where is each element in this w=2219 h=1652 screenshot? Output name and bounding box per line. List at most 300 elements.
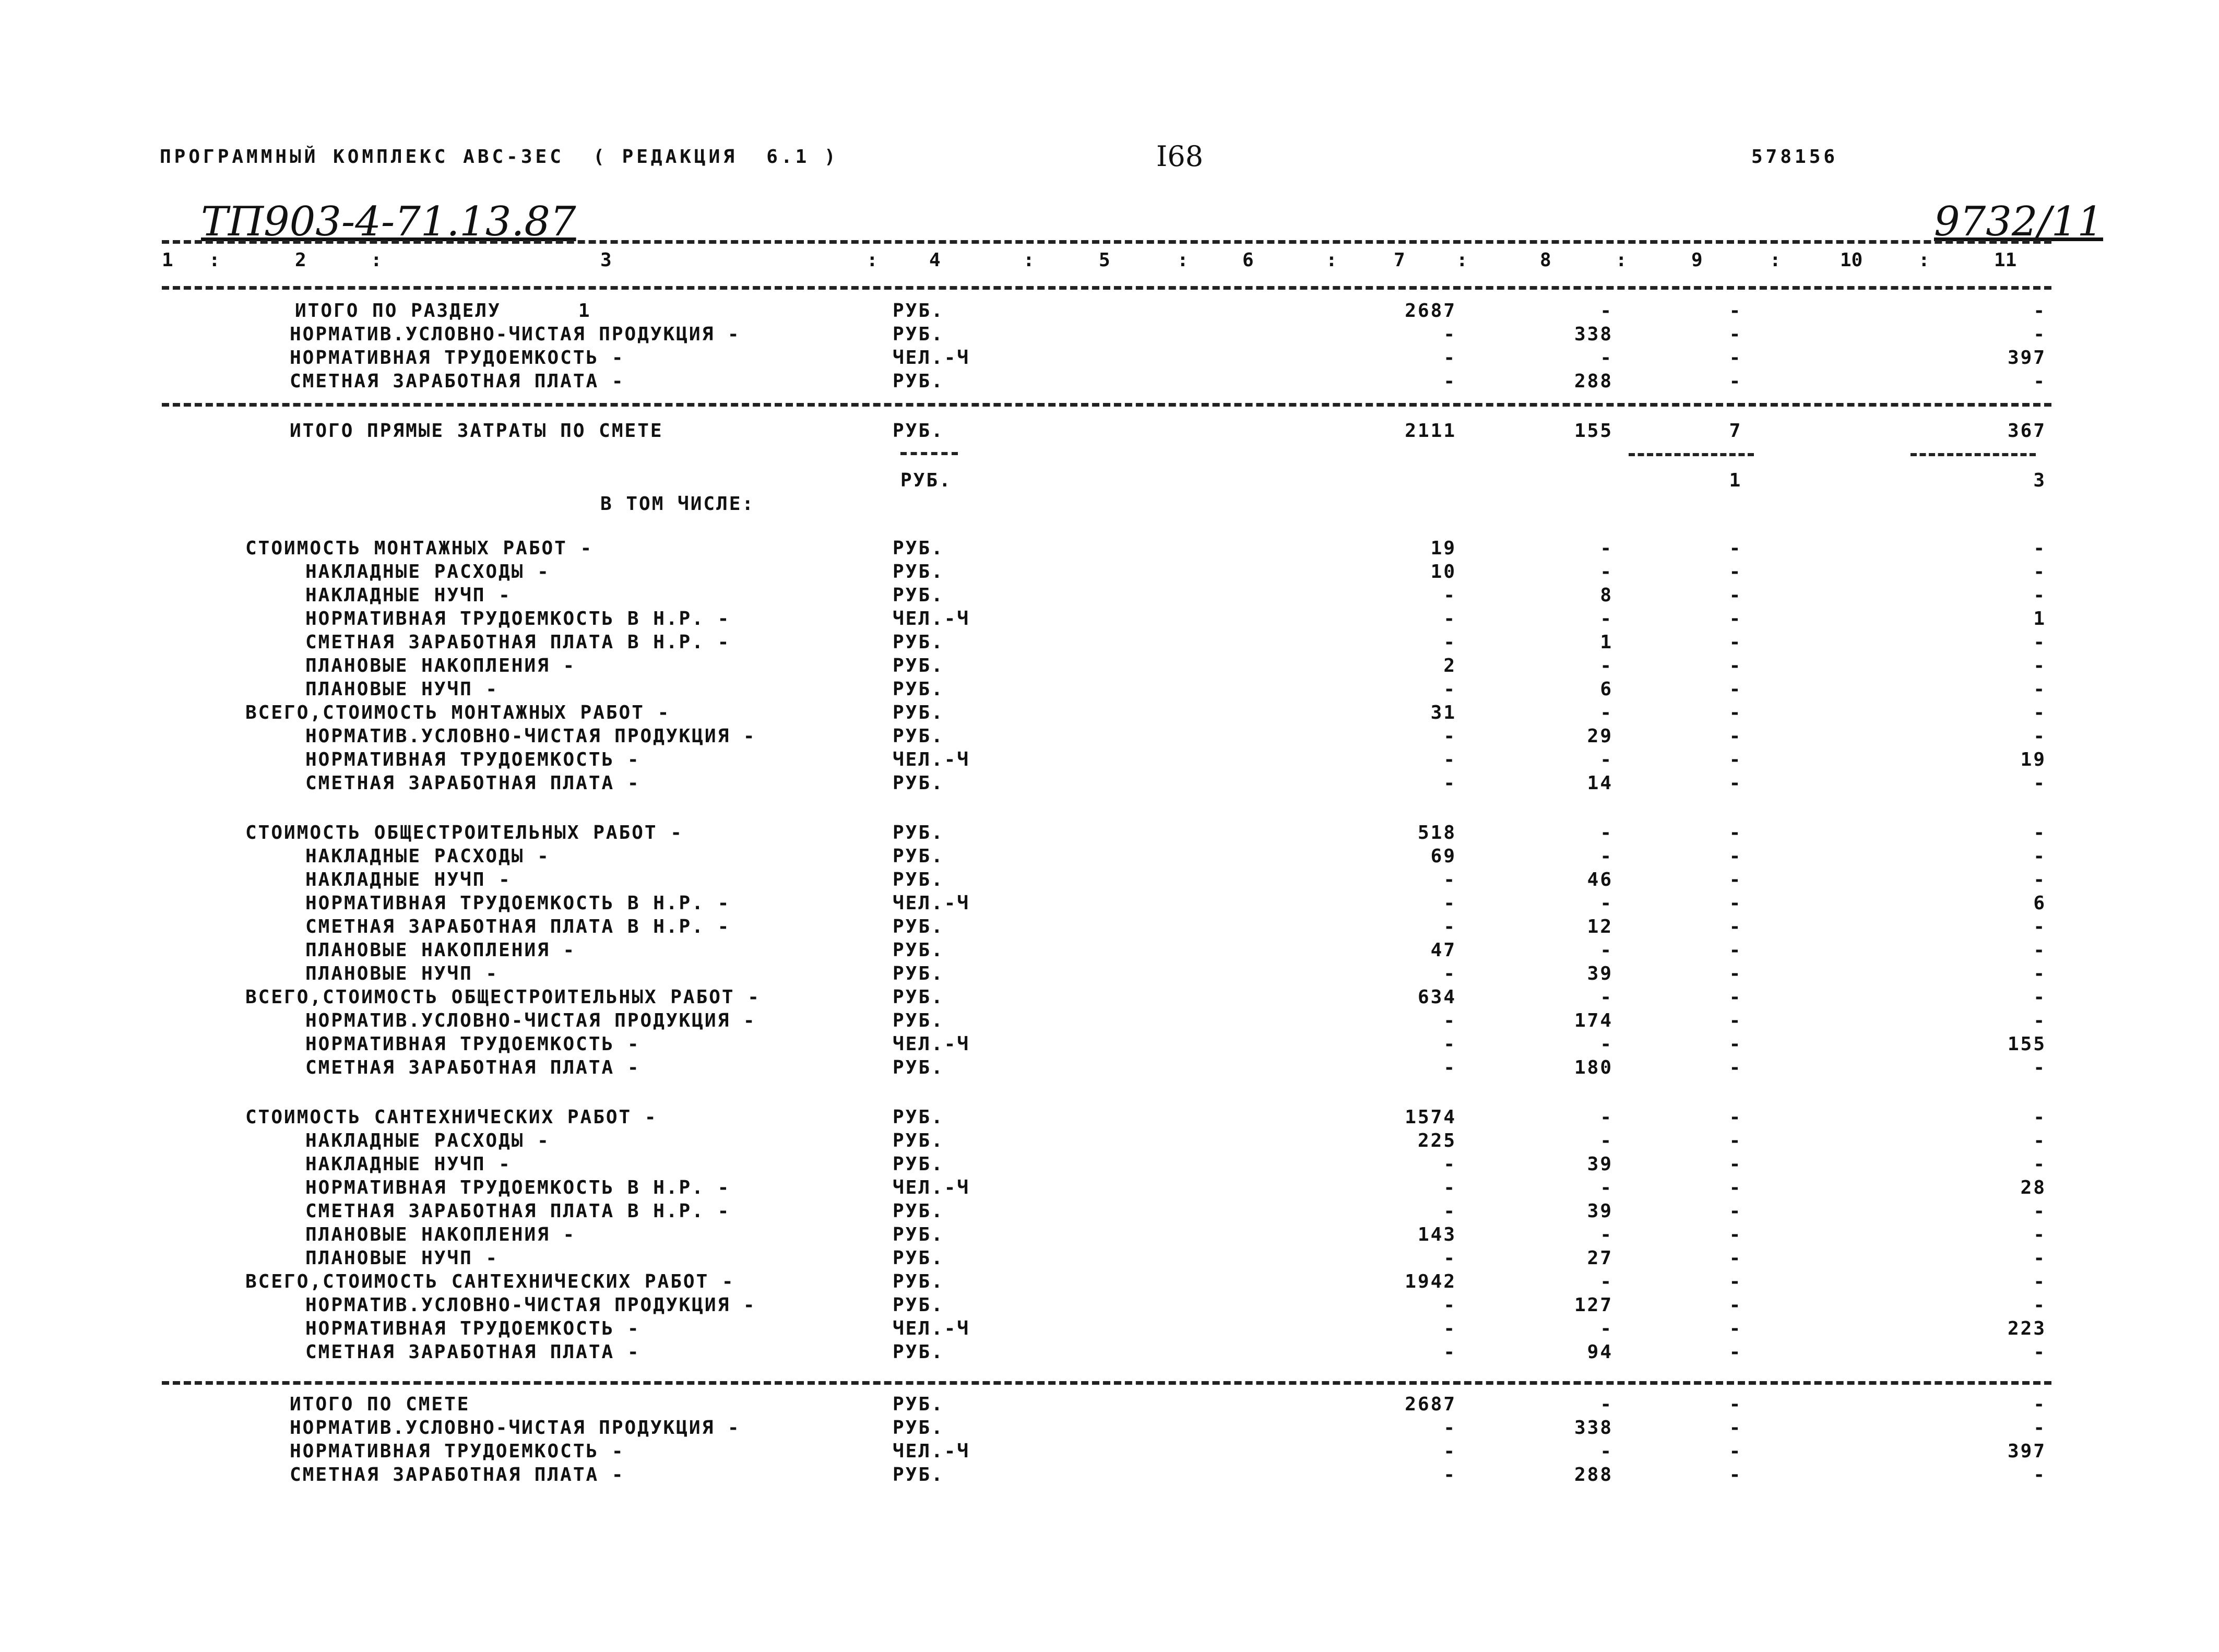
cell-col11: - [2033,1057,2046,1078]
cell-col7: - [1443,1341,1456,1363]
cell-col11: 6 [2033,893,2046,914]
cell-col9: - [1729,869,1742,890]
table-row [0,1177,2219,1200]
table-row [0,1318,2219,1341]
table-row [0,1341,2219,1364]
table-row [0,655,2219,678]
cell-col7: - [1443,1417,1456,1439]
table-row [0,702,2219,725]
cell-col9: - [1729,940,1742,961]
cell-col8: 46 [1587,869,1613,890]
table-row [0,772,2219,795]
row-unit: РУБ. [893,585,944,606]
row-label: ВСЕГО,СТОИМОСТЬ МОНТАЖНЫХ РАБОТ - [245,702,671,723]
row-unit: РУБ. [893,963,944,984]
cell-col7: - [1443,772,1456,794]
cell-col9: 7 [1729,420,1742,442]
column-number-row [0,249,2219,281]
cell-col9: - [1729,1271,1742,1292]
row-unit: РУБ. [893,726,944,747]
cell-col8: - [1600,1177,1613,1198]
cell-col11: 1 [2033,608,2046,629]
cell-col8: 94 [1587,1341,1613,1363]
table-row [0,1271,2219,1294]
cell-col9: - [1729,1010,1742,1031]
cell-col11: - [2033,679,2046,700]
table-row [0,726,2219,748]
cell-col9: - [1729,1341,1742,1363]
row-unit: РУБ. [893,324,944,345]
table-row [0,679,2219,702]
row-label: ПЛАНОВЫЕ НУЧП - [305,963,499,984]
row-unit: РУБ. [893,1057,944,1078]
cell-col8: - [1600,1394,1613,1415]
cell-col9: - [1729,1177,1742,1198]
row-label: ВСЕГО,СТОИМОСТЬ САНТЕХНИЧЕСКИХ РАБОТ - [245,1271,735,1292]
cell-col9: - [1729,893,1742,914]
cell-col7: 2 [1443,655,1456,676]
handwritten-project-number: ТП903-4-71.13.87 [201,198,576,245]
table-row [0,869,2219,892]
row-label: СТОИМОСТЬ САНТЕХНИЧЕСКИХ РАБОТ - [245,1107,658,1128]
section-divider-2 [162,1381,2051,1385]
table-row [0,1130,2219,1153]
column-separator: : [371,249,382,271]
cell-col9: - [1729,608,1742,629]
cell-col7: - [1443,1441,1456,1462]
cell-col8: - [1600,702,1613,723]
row-unit: ЧЕЛ.-Ч [893,347,970,369]
row-unit: ЧЕЛ.-Ч [893,608,970,629]
cell-col11: - [2033,1341,2046,1363]
cell-col9: - [1729,1318,1742,1339]
column-separator: : [1918,249,1930,271]
table-row [0,1107,2219,1130]
cell-col11: - [2033,1107,2046,1128]
row-unit: РУБ. [893,1010,944,1031]
column-number: 2 [295,249,306,271]
cell-col11: 223 [2007,1318,2046,1339]
column-separator: : [1770,249,1781,271]
cell-col9: - [1729,1201,1742,1222]
row-label: НАКЛАДНЫЕ НУЧП - [305,585,512,606]
cell-col7: - [1443,1177,1456,1198]
cell-col11: - [2033,324,2046,345]
cell-col9: - [1729,538,1742,559]
cell-col11: - [2033,869,2046,890]
row-unit: РУБ. [893,1107,944,1128]
cell-col11: 397 [2007,1441,2046,1462]
cell-col11: - [2033,1464,2046,1485]
column-separator: : [867,249,878,271]
row-label: ИТОГО ПРЯМЫЕ ЗАТРАТЫ ПО СМЕТЕ [290,420,663,442]
column-separator: : [1616,249,1627,271]
row-unit: РУБ. [893,869,944,890]
cell-col7: - [1443,749,1456,770]
cell-col7: 225 [1417,1130,1456,1151]
table-row [0,371,2219,394]
cell-col7: - [1443,1057,1456,1078]
cell-col7: - [1443,371,1456,392]
row-label: ПЛАНОВЫЕ НАКОПЛЕНИЯ - [305,655,576,676]
row-label: НОРМАТИВНАЯ ТРУДОЕМКОСТЬ В Н.Р. - [305,893,731,914]
cell-col7: - [1443,869,1456,890]
row-unit: РУБ. [893,1247,944,1269]
row-label: СМЕТНАЯ ЗАРАБОТНАЯ ПЛАТА - [305,1341,640,1363]
row-unit: РУБ. [893,1417,944,1439]
cell-col8: 12 [1587,916,1613,937]
cell-col9: - [1729,655,1742,676]
cell-col8: 29 [1587,726,1613,747]
cell-col9: - [1729,1294,1742,1316]
document-code: 578156 [1751,146,1838,168]
row-label: НОРМАТИВ.УСЛОВНО-ЧИСТАЯ ПРОДУКЦИЯ - [290,1417,741,1439]
table-row [0,1294,2219,1317]
cell-col11: - [2033,538,2046,559]
table-row [0,987,2219,1009]
row-label: НОРМАТИВНАЯ ТРУДОЕМКОСТЬ - [290,347,625,369]
row-label: НОРМАТИВ.УСЛОВНО-ЧИСТАЯ ПРОДУКЦИЯ - [290,324,741,345]
cell-col9: - [1729,702,1742,723]
cell-col11: 19 [2020,749,2046,770]
row-unit: РУБ. [893,420,944,442]
row-label: НОРМАТИВ.УСЛОВНО-ЧИСТАЯ ПРОДУКЦИЯ - [305,1010,756,1031]
cell-col8: - [1600,655,1613,676]
table-row [0,608,2219,631]
row-label: НОРМАТИВНАЯ ТРУДОЕМКОСТЬ В Н.Р. - [305,608,731,629]
table-row [0,1154,2219,1176]
row-label: СМЕТНАЯ ЗАРАБОТНАЯ ПЛАТА - [290,371,625,392]
cell-col8: 39 [1587,1201,1613,1222]
table-row [0,1464,2219,1487]
row-label: НОРМАТИВНАЯ ТРУДОЕМКОСТЬ - [305,749,640,770]
cell-col11: - [2033,300,2046,322]
cell-col7: - [1443,608,1456,629]
cell-col11: - [2033,371,2046,392]
table-row [0,1010,2219,1033]
cell-col8: 338 [1574,324,1613,345]
cell-col8: 288 [1574,1464,1613,1485]
row-unit: РУБ. [893,1130,944,1151]
cell-col11: - [2033,655,2046,676]
cell-col8: - [1600,749,1613,770]
row-unit: РУБ. [893,371,944,392]
cell-col11: 155 [2007,1033,2046,1055]
table-row [0,893,2219,916]
table-row [0,470,2219,493]
cell-col7: - [1443,1318,1456,1339]
top-divider [162,240,2051,244]
cell-col11: - [2033,632,2046,653]
row-label: НАКЛАДНЫЕ НУЧП - [305,1154,512,1175]
table-row [0,1033,2219,1056]
table-row [0,1247,2219,1270]
cell-col9: - [1729,1107,1742,1128]
cell-col7: 1574 [1405,1107,1456,1128]
cell-col8: 39 [1587,1154,1613,1175]
table-row [0,940,2219,962]
column-number: 1 [162,249,173,271]
cell-col9: - [1729,1464,1742,1485]
row-unit: ЧЕЛ.-Ч [893,893,970,914]
table-row [0,749,2219,772]
row-label: СМЕТНАЯ ЗАРАБОТНАЯ ПЛАТА - [290,1464,625,1485]
table-row [0,347,2219,370]
row-unit: РУБ. [893,300,944,322]
row-label: НОРМАТИВНАЯ ТРУДОЕМКОСТЬ В Н.Р. - [305,1177,731,1198]
table-row [0,822,2219,845]
cell-col8: 8 [1600,585,1613,606]
column-number: 5 [1099,249,1110,271]
cell-col11: - [2033,1154,2046,1175]
cell-col9: - [1729,1441,1742,1462]
column-separator: : [1326,249,1337,271]
cell-col8: - [1600,822,1613,843]
table-row [0,420,2219,443]
cell-col9: - [1729,987,1742,1008]
row-label: СМЕТНАЯ ЗАРАБОТНАЯ ПЛАТА - [305,772,640,794]
cell-col8: - [1600,1107,1613,1128]
cell-col9: - [1729,846,1742,867]
cell-col9: - [1729,1417,1742,1439]
cell-col8: - [1600,1224,1613,1245]
cell-col9: - [1729,1224,1742,1245]
cell-col9: - [1729,1057,1742,1078]
col9-dash [1629,453,1754,456]
row-label: ПЛАНОВЫЕ НАКОПЛЕНИЯ - [305,940,576,961]
column-number: 9 [1691,249,1703,271]
cell-col7: 634 [1417,987,1456,1008]
cell-col8: - [1600,846,1613,867]
cell-col7: - [1443,1033,1456,1055]
table-row [0,538,2219,561]
section-divider-1 [162,403,2051,407]
cell-col11: - [2033,585,2046,606]
cell-col11: - [2033,822,2046,843]
cell-col8: - [1600,1318,1613,1339]
cell-col8: - [1600,1271,1613,1292]
row-unit: РУБ. [893,916,944,937]
cell-col9: - [1729,963,1742,984]
cell-col11: - [2033,702,2046,723]
cell-col11: - [2033,1130,2046,1151]
cell-col9: - [1729,822,1742,843]
cell-col8: - [1600,347,1613,369]
row-unit: РУБ. [893,655,944,676]
cell-col8: - [1600,893,1613,914]
column-separator: : [1456,249,1468,271]
row-label: НОРМАТИВНАЯ ТРУДОЕМКОСТЬ - [305,1033,640,1055]
cell-col11: - [2033,1294,2046,1316]
cell-col9: - [1729,772,1742,794]
row-unit: РУБ. [893,1224,944,1245]
cell-col11: - [2033,772,2046,794]
handwritten-sheet-number: 9732/11 [1934,198,2104,245]
row-unit: РУБ. [893,1201,944,1222]
table-row [0,632,2219,655]
column-separator: : [1177,249,1189,271]
cell-col7: 2687 [1405,1394,1456,1415]
row-label: НАКЛАДНЫЕ РАСХОДЫ - [305,846,550,867]
cell-col9: - [1729,585,1742,606]
cell-col9: - [1729,371,1742,392]
cell-col7: 10 [1430,561,1456,583]
cell-col7: 47 [1430,940,1456,961]
table-row [0,1417,2219,1440]
row-unit: ЧЕЛ.-Ч [893,1177,970,1198]
column-number: 10 [1840,249,1863,271]
cell-col11: - [2033,1224,2046,1245]
cell-col9: - [1729,324,1742,345]
table-row [0,1057,2219,1080]
column-number: 4 [929,249,941,271]
table-row [0,1441,2219,1464]
cell-col7: 143 [1417,1224,1456,1245]
row-label: НОРМАТИВНАЯ ТРУДОЕМКОСТЬ - [305,1318,640,1339]
cell-col7: - [1443,1154,1456,1175]
unit-dash [900,452,958,455]
cell-col8: 14 [1587,772,1613,794]
cell-col11: - [2033,987,2046,1008]
cell-col9: - [1729,561,1742,583]
row-unit: РУБ. [893,772,944,794]
cell-col11: 397 [2007,347,2046,369]
cell-col11: - [2033,940,2046,961]
row-label: СМЕТНАЯ ЗАРАБОТНАЯ ПЛАТА В Н.Р. - [305,632,731,653]
row-unit: РУБ. [893,987,944,1008]
row-unit: РУБ. [893,1464,944,1485]
cell-col11: - [2033,1201,2046,1222]
table-row [0,846,2219,869]
cell-col7: - [1443,1464,1456,1485]
row-unit: РУБ. [893,632,944,653]
cell-col7: - [1443,963,1456,984]
cell-col9: - [1729,749,1742,770]
program-header: ПРОГРАММНЫЙ КОМПЛЕКС АВС-3ЕС ( РЕДАКЦИЯ 6.1 ) [160,146,839,168]
row-unit: РУБ. [893,1341,944,1363]
row-unit: РУБ. [893,822,944,843]
column-separator: : [1023,249,1035,271]
cell-col8: 155 [1574,420,1613,442]
cell-col9: - [1729,1394,1742,1415]
cell-col8: 338 [1574,1417,1613,1439]
cell-col7: 518 [1417,822,1456,843]
row-label: ПЛАНОВЫЕ НУЧП - [305,1247,499,1269]
cell-col7: 2687 [1405,300,1456,322]
column-number: 7 [1394,249,1405,271]
row-unit: РУБ. [900,470,952,491]
table-row [0,300,2219,323]
cell-col8: - [1600,1130,1613,1151]
cell-col11: - [2033,1010,2046,1031]
cell-col9: - [1729,1033,1742,1055]
cell-col9: - [1729,300,1742,322]
cell-col8: 288 [1574,371,1613,392]
cell-col8: - [1600,538,1613,559]
cell-col8: - [1600,987,1613,1008]
cell-col9: - [1729,347,1742,369]
cell-col7: - [1443,585,1456,606]
table-row [0,963,2219,986]
row-unit: РУБ. [893,940,944,961]
cell-col9: - [1729,726,1742,747]
table-row [0,1394,2219,1417]
cell-col11: - [2033,846,2046,867]
cell-col9: - [1729,916,1742,937]
cell-col11: - [2033,1417,2046,1439]
row-label: ИТОГО ПО СМЕТЕ [290,1394,470,1415]
table-row [0,493,2219,516]
cell-col9: - [1729,1130,1742,1151]
row-unit: РУБ. [893,1271,944,1292]
cell-col9: 1 [1729,470,1742,491]
row-unit: РУБ. [893,679,944,700]
cell-col11: - [2033,963,2046,984]
cell-col11: 367 [2007,420,2046,442]
column-number: 3 [600,249,612,271]
cell-col8: - [1600,1033,1613,1055]
table-row [0,916,2219,939]
cell-col8: 174 [1574,1010,1613,1031]
row-label: В ТОМ ЧИСЛЕ: [600,493,755,515]
row-unit: РУБ. [893,1294,944,1316]
cell-col7: - [1443,1294,1456,1316]
row-unit: ЧЕЛ.-Ч [893,1033,970,1055]
cell-col7: - [1443,1010,1456,1031]
cell-col11: - [2033,561,2046,583]
cell-col8: - [1600,1441,1613,1462]
cell-col7: 19 [1430,538,1456,559]
cell-col9: - [1729,632,1742,653]
row-unit: ЧЕЛ.-Ч [893,1441,970,1462]
cell-col11: 28 [2020,1177,2046,1198]
row-unit: РУБ. [893,561,944,583]
column-separator: : [209,249,220,271]
row-unit: РУБ. [893,1394,944,1415]
row-label: НАКЛАДНЫЕ РАСХОДЫ - [305,561,550,583]
cell-col7: - [1443,1247,1456,1269]
row-label: НОРМАТИВНАЯ ТРУДОЕМКОСТЬ - [290,1441,625,1462]
row-unit: РУБ. [893,538,944,559]
row-unit: РУБ. [893,1154,944,1175]
cell-col11: - [2033,726,2046,747]
cell-col11: - [2033,1394,2046,1415]
cell-col8: 27 [1587,1247,1613,1269]
cell-col7: 31 [1430,702,1456,723]
cell-col7: 69 [1430,846,1456,867]
row-label: НАКЛАДНЫЕ НУЧП - [305,869,512,890]
cell-col11: - [2033,1271,2046,1292]
row-label: НОРМАТИВ.УСЛОВНО-ЧИСТАЯ ПРОДУКЦИЯ - [305,1294,756,1316]
cell-col8: 180 [1574,1057,1613,1078]
row-label: НАКЛАДНЫЕ РАСХОДЫ - [305,1130,550,1151]
row-label: СТОИМОСТЬ ОБЩЕСТРОИТЕЛЬНЫХ РАБОТ - [245,822,683,843]
table-row [0,561,2219,584]
table-row [0,324,2219,347]
row-label: ИТОГО ПО РАЗДЕЛУ 1 [295,300,591,322]
row-unit: РУБ. [893,702,944,723]
table-row [0,585,2219,608]
row-label: СМЕТНАЯ ЗАРАБОТНАЯ ПЛАТА - [305,1057,640,1078]
cell-col7: - [1443,679,1456,700]
cell-col11: 3 [2033,470,2046,491]
cell-col7: - [1443,916,1456,937]
row-label: СМЕТНАЯ ЗАРАБОТНАЯ ПЛАТА В Н.Р. - [305,916,731,937]
column-number: 6 [1242,249,1254,271]
page-number: I68 [1156,140,1204,173]
cell-col7: 1942 [1405,1271,1456,1292]
cell-col9: - [1729,1247,1742,1269]
